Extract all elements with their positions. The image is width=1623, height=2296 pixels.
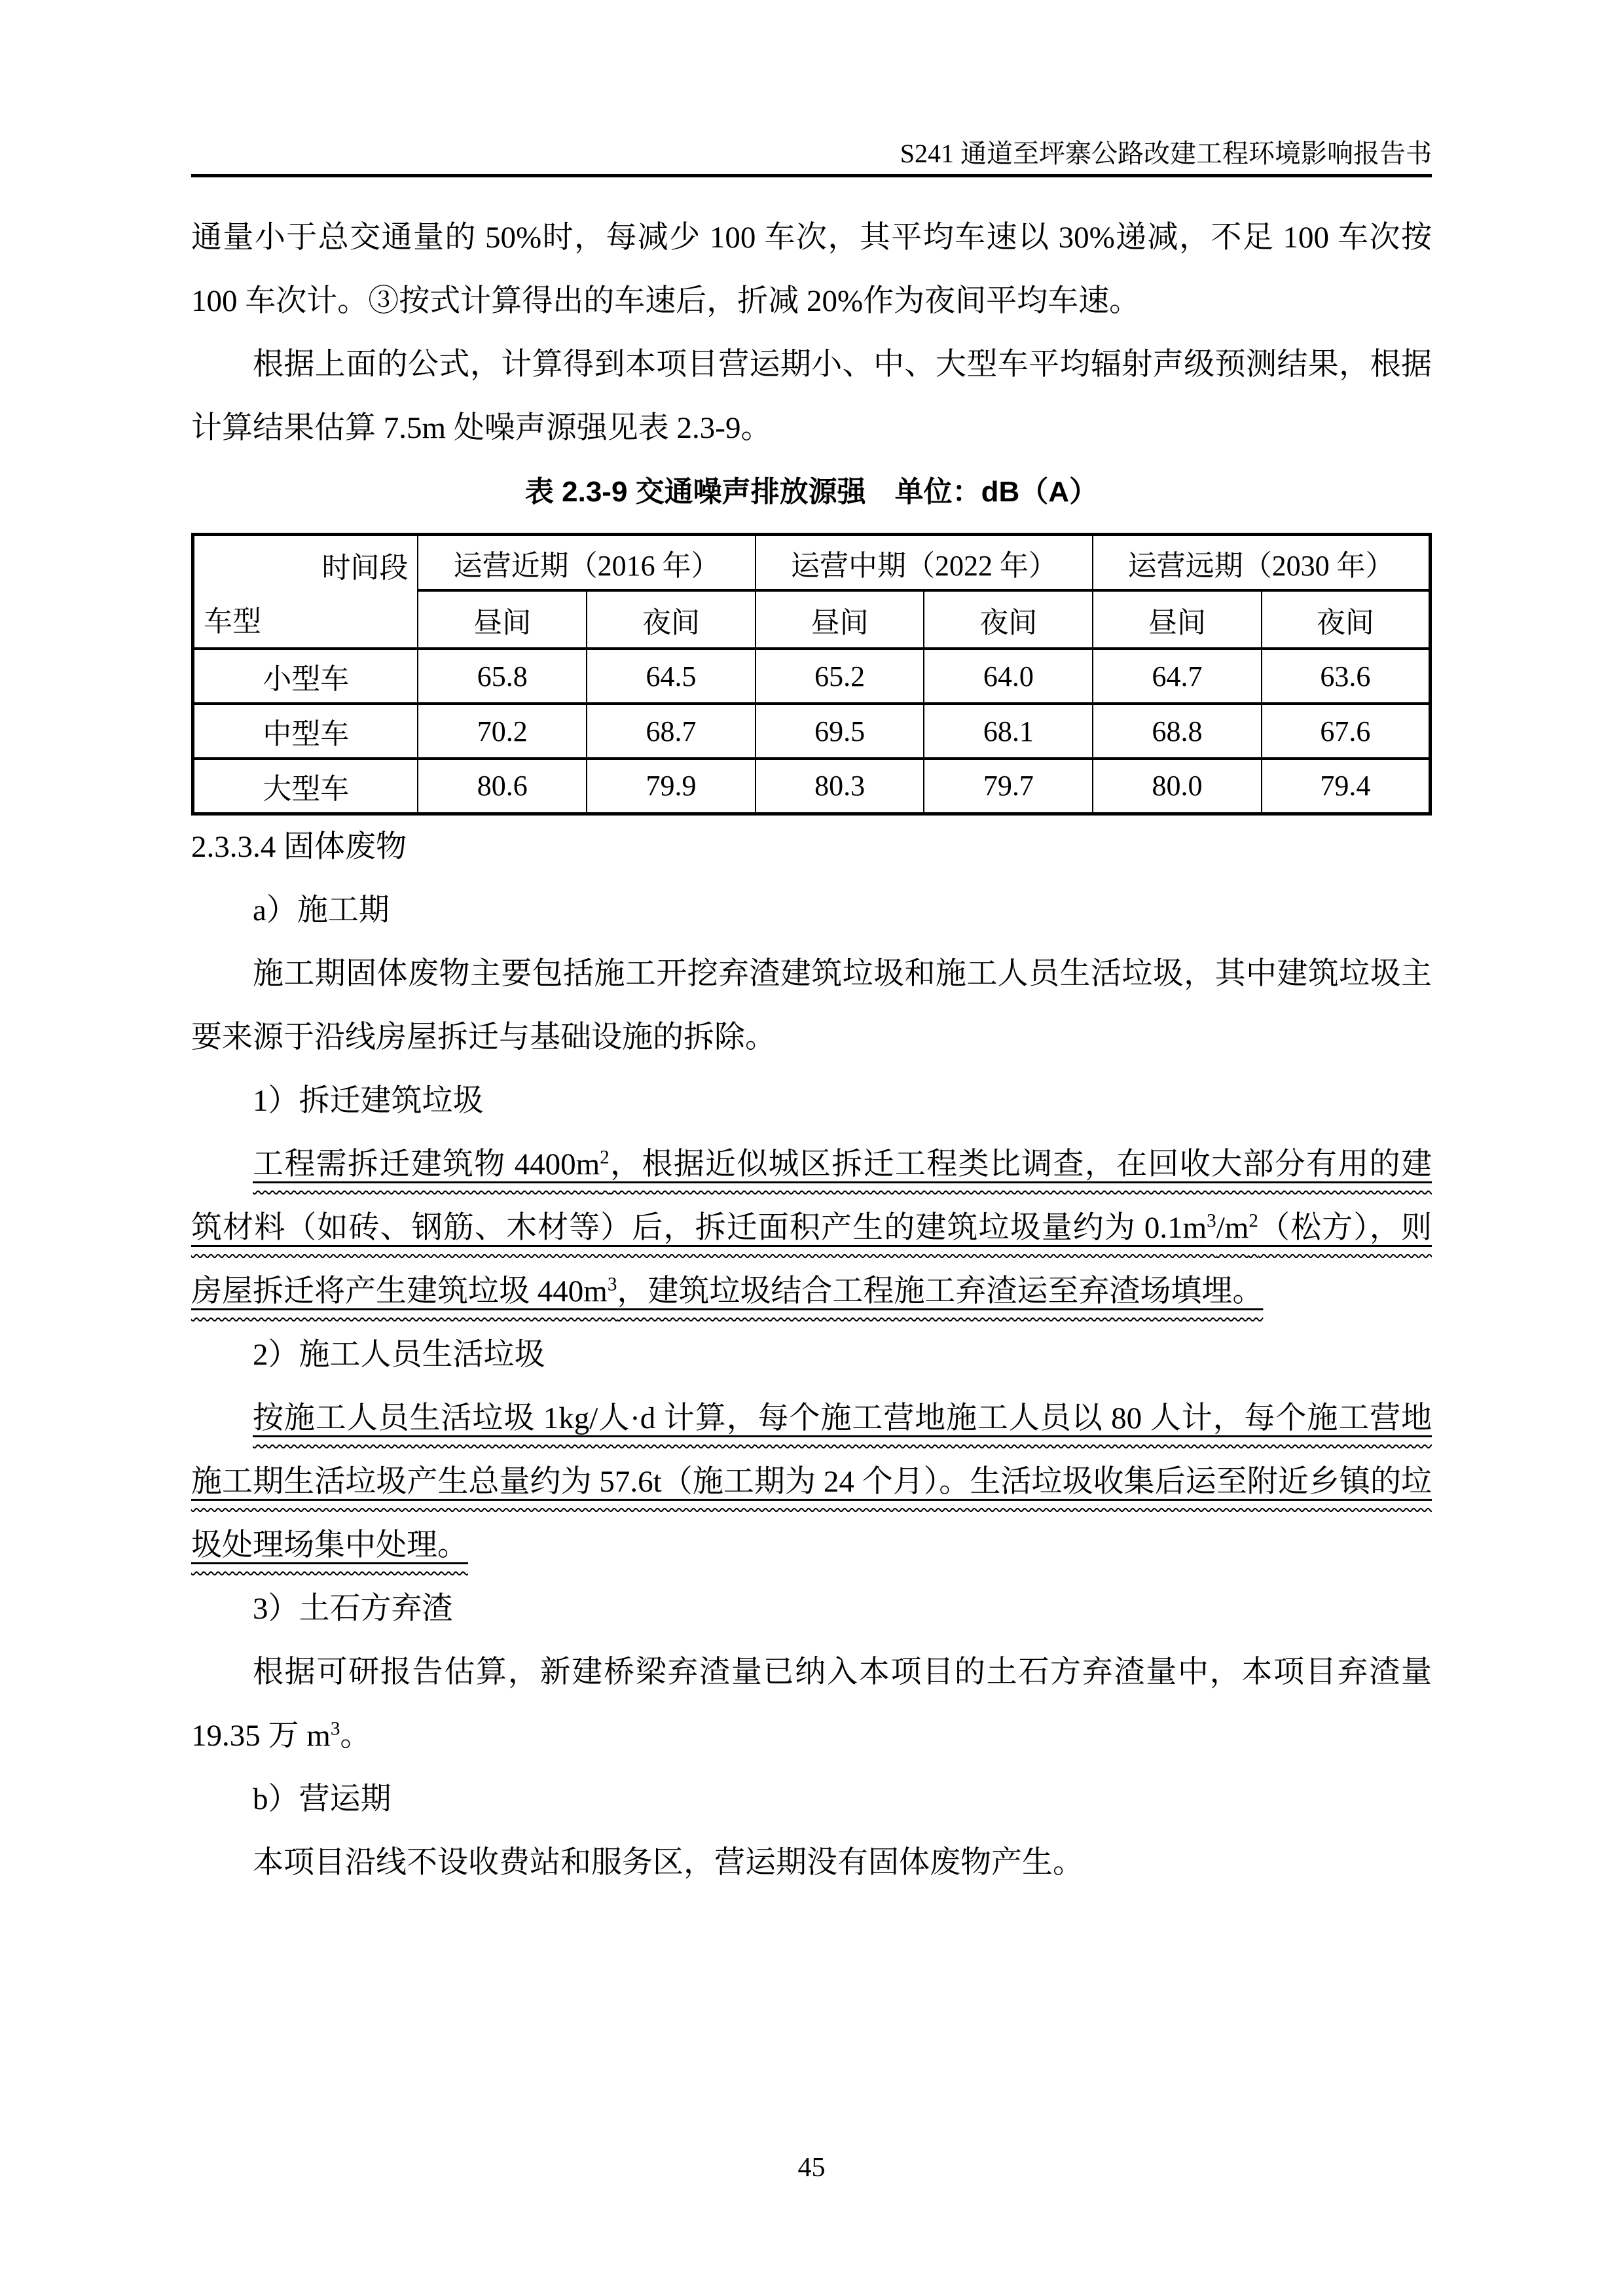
header-title: S241 通道至坪寨公路改建工程环境影响报告书 bbox=[900, 139, 1432, 168]
text-run: 工程需拆迁建筑物 4400m bbox=[253, 1147, 600, 1181]
subheader-day: 昼间 bbox=[756, 590, 924, 649]
corner-label-period: 时间段 bbox=[321, 552, 409, 584]
paragraph-speed-rule: 通量小于总交通量的 50%时，每减少 100 车次，其平均车速以 30%递减，不足 100 车次按 100 车次计。③按式计算得出的车速后，折减 20%作为夜间平均车速。 bbox=[191, 221, 1432, 318]
table-cell: 67.6 bbox=[1262, 704, 1431, 759]
table-cell: 65.2 bbox=[756, 649, 924, 704]
table-cell: 65.8 bbox=[418, 649, 587, 704]
item-3-spoil: 3）土石方弃渣 bbox=[253, 1591, 453, 1626]
corner-label-vehicle-type: 车型 bbox=[204, 605, 261, 637]
noise-source-table bbox=[191, 533, 1432, 816]
table-row-medium-vehicle bbox=[193, 704, 1431, 759]
column-group-mid-term: 运营中期（2022 年） bbox=[756, 535, 1093, 591]
table-cell: 63.6 bbox=[1262, 649, 1431, 704]
column-group-far-term: 运营远期（2030 年） bbox=[1093, 535, 1430, 591]
text-run: 。 bbox=[340, 1718, 371, 1753]
subheader-night: 夜间 bbox=[924, 590, 1093, 649]
superscript: 2 bbox=[1249, 1210, 1258, 1231]
table-cell: 64.7 bbox=[1093, 649, 1262, 704]
text-run: 按施工人员生活垃圾 1kg/人·d 计算，每个施工营地施工人员以 80 人计，每个施工营地施工期生活垃圾产生总量约为 57.6t（施工期为 24 个月）。生活垃圾收集后运至附近乡镇的垃圾处理场集中处理。 bbox=[191, 1401, 1432, 1562]
paragraph-spoil-detail bbox=[191, 1641, 1432, 1768]
page-number: 45 bbox=[797, 2153, 826, 2183]
text-run: /m bbox=[1216, 1210, 1249, 1245]
text-run: ，根据近似城区拆迁工程类比调查，在回收大部分有用的建筑材料（如砖、钢筋、木材等）后，拆迁面积产生的建筑垃圾量约为 0.1m bbox=[191, 1147, 1432, 1245]
corner-cell-box bbox=[194, 536, 417, 647]
item-b-operation-period: b）营运期 bbox=[253, 1782, 392, 1816]
table-cell: 80.6 bbox=[418, 759, 587, 814]
underlined-run-group bbox=[191, 1401, 1432, 1562]
page-content bbox=[191, 206, 1432, 1895]
table-header-group-row bbox=[193, 535, 1431, 591]
subheader-day: 昼间 bbox=[418, 590, 587, 649]
row-label: 中型车 bbox=[193, 704, 418, 759]
superscript: 2 bbox=[600, 1146, 610, 1168]
table-cell: 70.2 bbox=[418, 704, 587, 759]
paragraph-construction-waste: 施工期固体废物主要包括施工开挖弃渣建筑垃圾和施工人员生活垃圾，其中建筑垃圾主要来源于沿线房屋拆迁与基础设施的拆除。 bbox=[191, 956, 1432, 1054]
item-a-construction-period: a）施工期 bbox=[253, 893, 390, 927]
subheader-night: 夜间 bbox=[587, 590, 756, 649]
table-cell: 68.1 bbox=[924, 704, 1093, 759]
table-cell: 64.0 bbox=[924, 649, 1093, 704]
table-row-small-vehicle bbox=[193, 649, 1431, 704]
superscript: 3 bbox=[330, 1717, 340, 1739]
row-label: 小型车 bbox=[193, 649, 418, 704]
table-cell: 68.8 bbox=[1093, 704, 1262, 759]
row-label: 大型车 bbox=[193, 759, 418, 814]
item-1-demolition-waste: 1）拆迁建筑垃圾 bbox=[253, 1083, 484, 1118]
table-cell: 79.9 bbox=[587, 759, 756, 814]
table-cell: 80.0 bbox=[1093, 759, 1262, 814]
subheader-day: 昼间 bbox=[1093, 590, 1262, 649]
paragraph-operation: 本项目沿线不设收费站和服务区，营运期没有固体废物产生。 bbox=[253, 1845, 1084, 1880]
table-cell: 69.5 bbox=[756, 704, 924, 759]
paragraph-demolition-detail bbox=[191, 1133, 1432, 1323]
underlined-run-group bbox=[191, 1147, 1432, 1308]
text-run: 根据可研报告估算，新建桥梁弃渣量已纳入本项目的土石方弃渣量中，本项目弃渣量 19.35 万 m bbox=[191, 1655, 1432, 1753]
table-cell: 79.4 bbox=[1262, 759, 1431, 814]
table-row-large-vehicle bbox=[193, 759, 1431, 814]
column-group-near-term: 运营近期（2016 年） bbox=[418, 535, 755, 591]
table-cell: 80.3 bbox=[756, 759, 924, 814]
paragraph-formula-result: 根据上面的公式，计算得到本项目营运期小、中、大型车平均辐射声级预测结果，根据计算结果估算 7.5m 处噪声源强见表 2.3-9。 bbox=[191, 348, 1432, 445]
text-run: （松方），则房屋拆迁将产生建筑垃圾 440m bbox=[191, 1210, 1432, 1308]
subheader-night: 夜间 bbox=[1262, 590, 1431, 649]
table-corner-cell bbox=[193, 535, 418, 649]
paragraph-garbage-detail bbox=[191, 1387, 1432, 1577]
superscript: 3 bbox=[607, 1273, 617, 1295]
text-run: ，建筑垃圾结合工程施工弃渣运至弃渣场填埋。 bbox=[617, 1274, 1264, 1308]
superscript: 3 bbox=[1207, 1210, 1216, 1231]
section-heading-solid-waste: 2.3.3.4 固体废物 bbox=[191, 829, 407, 864]
item-2-domestic-garbage: 2）施工人员生活垃圾 bbox=[253, 1337, 545, 1372]
table-cell: 64.5 bbox=[587, 649, 756, 704]
table-cell: 68.7 bbox=[587, 704, 756, 759]
table-cell: 79.7 bbox=[924, 759, 1093, 814]
page-header bbox=[191, 0, 1432, 177]
table-title: 表 2.3-9 交通噪声排放源强 单位：dB（A） bbox=[524, 476, 1099, 508]
